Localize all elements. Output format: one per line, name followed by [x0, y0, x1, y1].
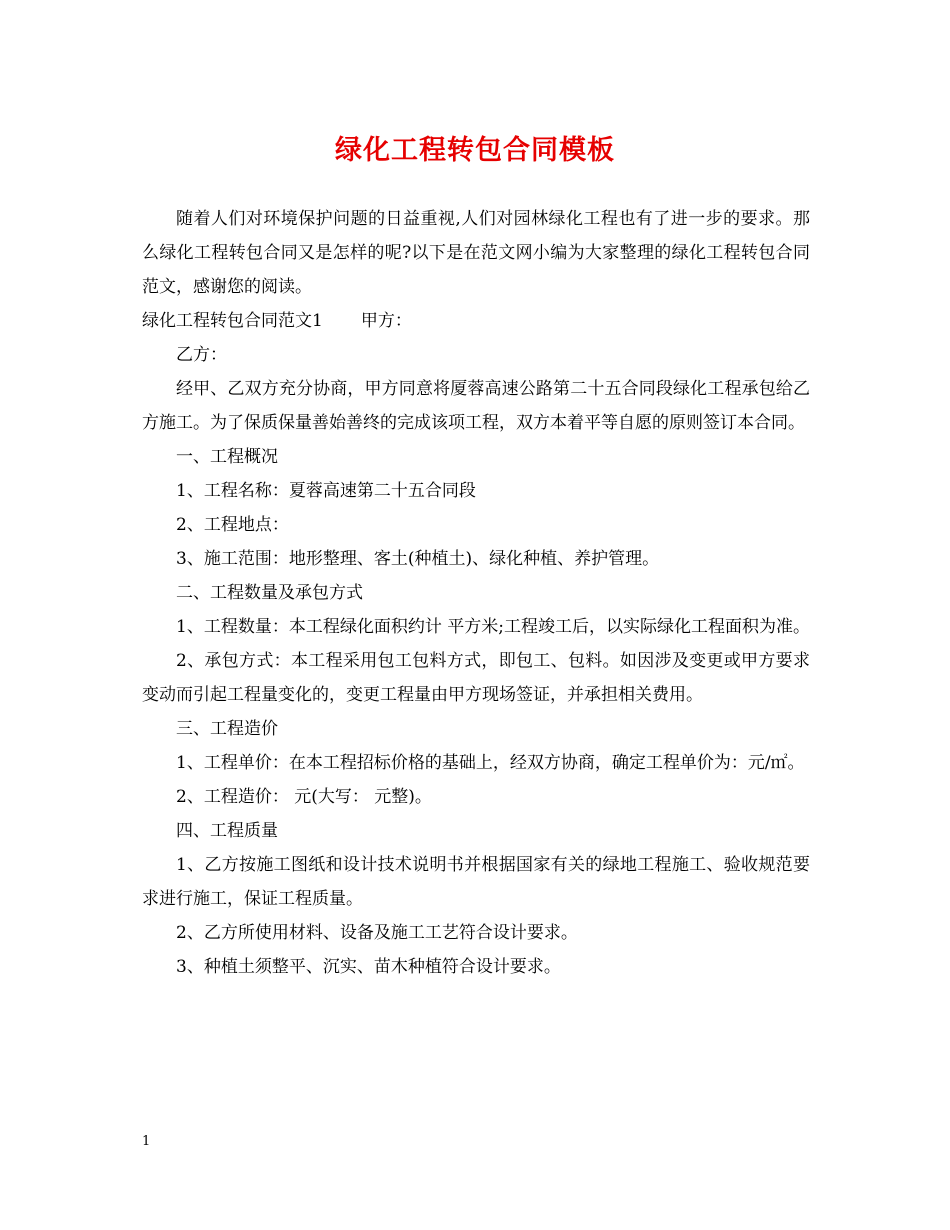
- party-b-label: 乙方：: [176, 345, 227, 365]
- clause-contract-method: 2、承包方式：本工程采用包工包料方式，即包工、包料。如因涉及变更或甲方要求变动而引起工程量变化的，变更工程量由甲方现场签证，并承担相关费用。: [142, 651, 810, 705]
- clause-scope: 3、施工范围：地形整理、客土(种植土)、绿化种植、养护管理。: [176, 549, 660, 569]
- party-a-label: 甲方：: [360, 311, 412, 331]
- clause-quality-materials: 2、乙方所使用材料、设备及施工工艺符合设计要求。: [176, 923, 578, 943]
- paragraph-sample-heading: [142, 304, 810, 338]
- clause-quality-soil: 3、种植土须整平、沉实、苗木种植符合设计要求。: [176, 957, 561, 977]
- document-body: [142, 202, 810, 984]
- section-heading-overview: 一、工程概况: [176, 447, 278, 467]
- document-title: 绿化工程转包合同模板: [335, 135, 615, 166]
- clause-total-cost: 2、工程造价： 元(大写： 元整)。: [176, 787, 432, 807]
- paragraph-agreement: 经甲、乙双方充分协商，甲方同意将厦蓉高速公路第二十五合同段绿化工程承包给乙方施工。为了保质保量善始善终的完成该项工程，双方本着平等自愿的原则签订本合同。: [142, 379, 810, 433]
- sample-heading-text: 绿化工程转包合同范文1: [142, 311, 323, 331]
- section-heading-quantity: 二、工程数量及承包方式: [176, 583, 363, 603]
- section-heading-quality: 四、工程质量: [176, 821, 278, 841]
- clause-quantity: 1、工程数量：本工程绿化面积约计 平方米;工程竣工后，以实际绿化工程面积为准。: [176, 617, 810, 637]
- clause-quality-construction: 1、乙方按施工图纸和设计技术说明书并根据国家有关的绿地工程施工、验收规范要求进行施工，保证工程质量。: [142, 855, 810, 909]
- section-heading-cost: 三、工程造价: [176, 719, 278, 739]
- page-number: 1: [142, 1134, 151, 1149]
- paragraph-intro: 随着人们对环境保护问题的日益重视,人们对园林绿化工程也有了进一步的要求。那么绿化工程转包合同又是怎样的呢?以下是在范文网小编为大家整理的绿化工程转包合同范文，感谢您的阅读。: [142, 209, 810, 297]
- clause-project-name: 1、工程名称：夏蓉高速第二十五合同段: [176, 481, 476, 501]
- clause-project-location: 2、工程地点：: [176, 515, 289, 535]
- clause-unit-price: 1、工程单价：在本工程招标价格的基础上，经双方协商，确定工程单价为：元/㎡。: [176, 753, 805, 773]
